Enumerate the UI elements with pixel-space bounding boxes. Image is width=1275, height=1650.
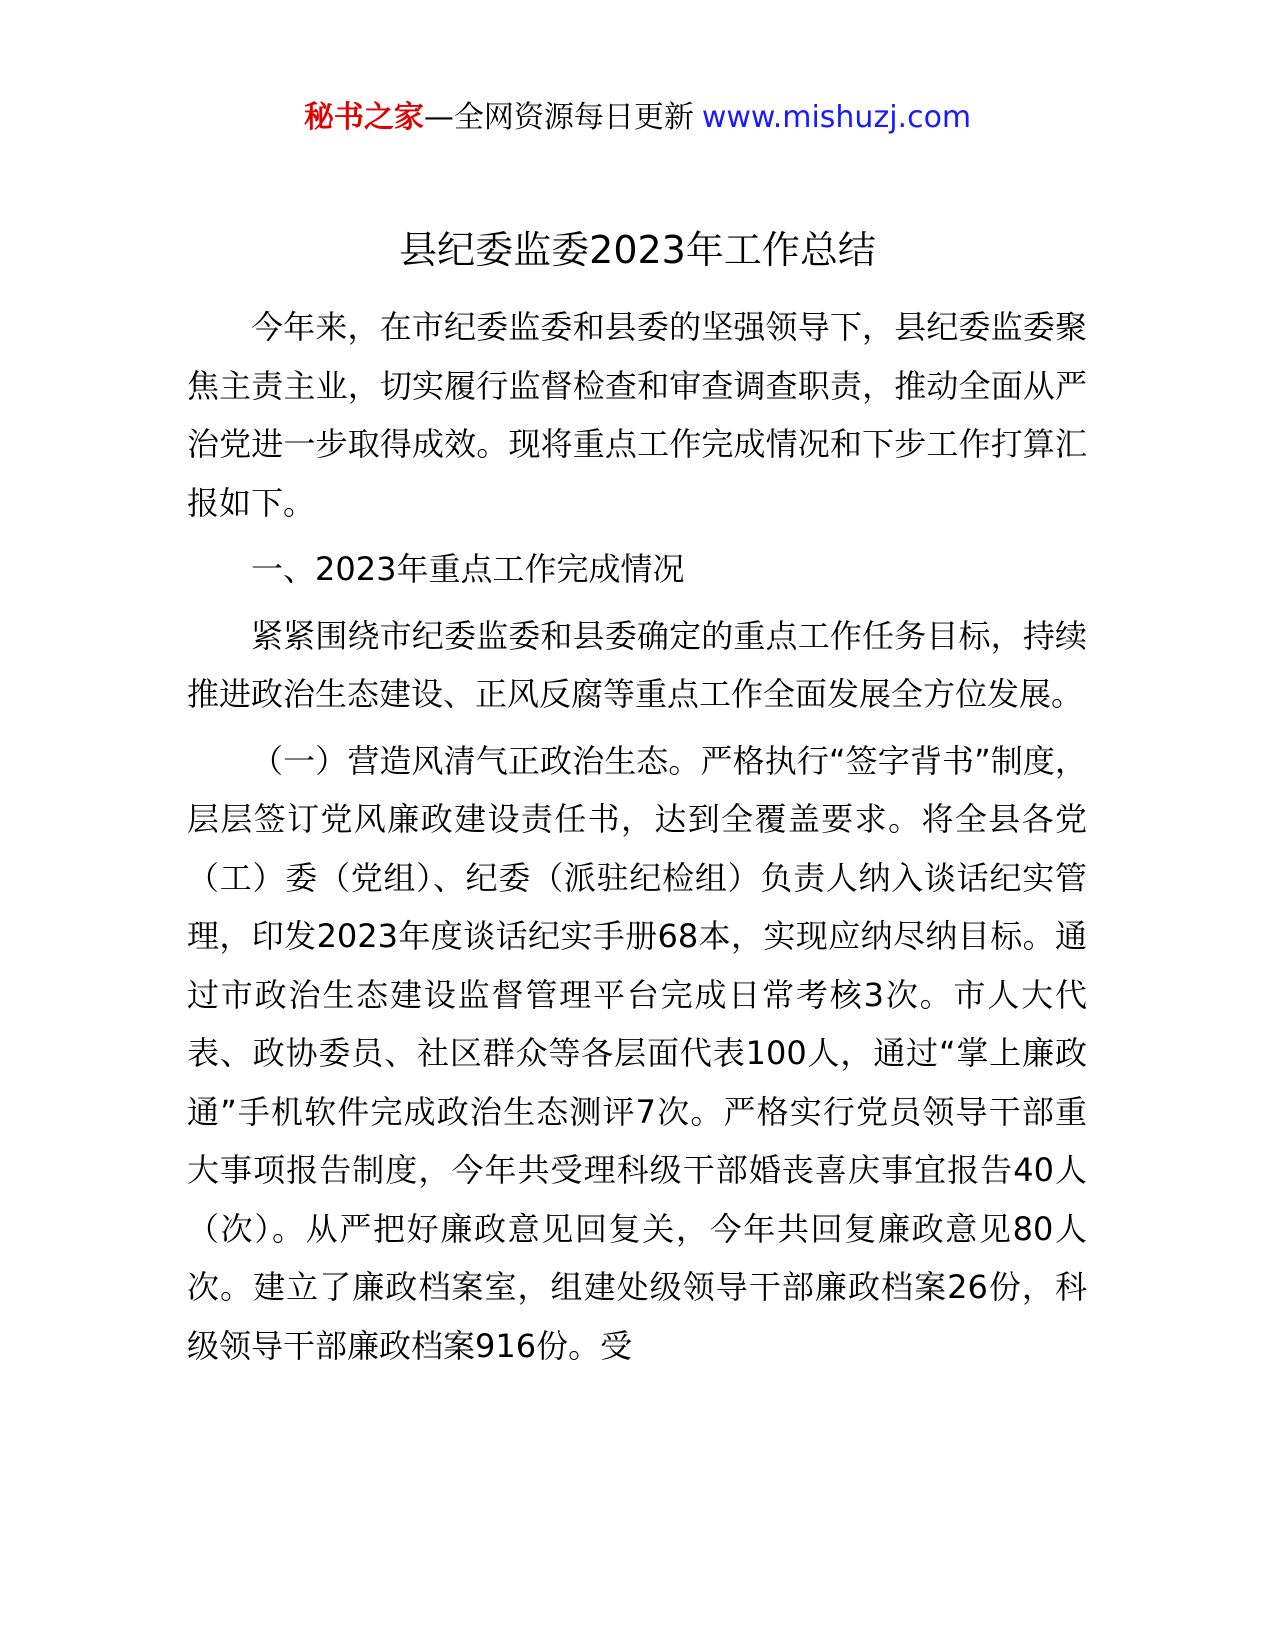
subsection-paragraph: （一）营造风清气正政治生态。严格执行“签字背书”制度，层层签订党风廉政建设责任书，达到全覆盖要求。将全县各党（工）委（党组）、纪委（派驻纪检组）负责人纳入谈话纪实管理，印发2023年度谈话纪实手册68本，实现应纳尽纳目标。通过市政治生态建设监督管理平台完成日常考核3次。市人大代表、政协委员、社区群众等各层面代表100人，通过“掌上廉政通”手机软件完成政治生态测评7次。严格实行党员领导干部重大事项报告制度，今年共受理科级干部婚丧喜庆事宜报告40人（次）。从严把好廉政意见回复关，今年共回复廉政意见80人次。建立了廉政档案室，组建处级领导干部廉政档案26份，科级领导干部廉政档案916份。受 [187, 741, 1087, 1365]
section-summary-paragraph: 紧紧围绕市纪委监委和县委确定的重点工作任务目标，持续推进政治生态建设、正风反腐等重点工作全面发展全方位发展。 [187, 616, 1087, 713]
page-header [0, 98, 1275, 138]
header-tagline: —全网资源每日更新 [423, 100, 694, 135]
section-heading: 一、2023年重点工作完成情况 [251, 550, 685, 588]
document-body [187, 298, 1087, 1383]
header-url-link[interactable]: www.mishuzj.com [701, 100, 972, 135]
header-brand: 秘书之家 [303, 100, 424, 135]
document-title: 县纪委监委2023年工作总结 [399, 228, 876, 272]
intro-paragraph: 今年来，在市纪委监委和县委的坚强领导下，县纪委监委聚焦主责主业，切实履行监督检查和审查调查职责，推动全面从严治党进一步取得成效。现将重点工作完成情况和下步工作打算汇报如下。 [187, 308, 1087, 522]
